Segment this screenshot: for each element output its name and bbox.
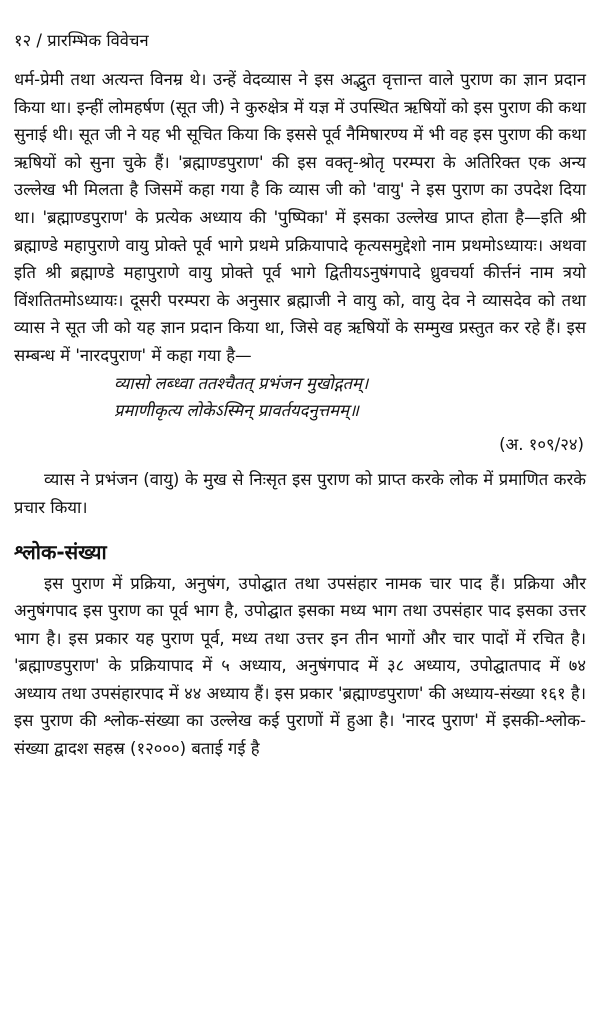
paragraph-continued: धर्म-प्रेमी तथा अत्यन्त विनम्र थे। उन्हें वेदव्यास ने इस अद्भुत वृत्तान्त वाले पुराण का ज्ञान प्रदान किया था। इन्हीं लोमहर्षण (सूत जी) ने कुरुक्षेत्र में यज्ञ में उपस्थित ऋषियों को इस पुराण की कथा सुनाई थी। सूत जी ने यह भी सूचित किया कि इससे पूर्व नैमिषारण्य में भी वह इस पुराण की कथा ऋषियों को सुना चुके हैं। 'ब्रह्माण्डपुराण' की इस वक्तृ-श्रोतृ परम्परा के अतिरिक्त एक अन्य उल्लेख भी मिलता है जिसमें कहा गया है कि व्यास जी को 'वायु' ने इस पुराण का उपदेश दिया था। 'ब्रह्माण्डपुराण' के प्रत्येक अध्याय की 'पुष्पिका' में इसका उल्लेख प्राप्त होता है—इति श्री ब्रह्माण्डे महापुराणे वायु प्रोक्ते पूर्व भागे प्रथमे प्रक्रियापादे कृत्यसमुद्देशो नाम प्रथमोऽध्यायः। अथवा इति श्री ब्रह्माण्डे महापुराणे वायु प्रोक्ते पूर्व भागे द्वितीयऽनुषंगपादे ध्रुवचर्या कीर्त्तनं नाम त्रयो विंशतितमोऽध्यायः। दूसरी परम्परा के अनुसार ब्रह्माजी ने वायु को, वायु देव ने व्यासदेव को तथा व्यास ने सूत जी को यह ज्ञान प्रदान किया था, जिसे वह ऋषियों के सम्मुख प्रस्तुत कर रहे हैं। इस सम्बन्ध में 'नारदपुराण' में कहा गया है— [14, 70, 586, 365]
verse-block [14, 370, 586, 425]
section-heading: श्लोक-संख्या [14, 539, 107, 564]
paragraph-translation: व्यास ने प्रभंजन (वायु) के मुख से निःसृत इस पुराण को प्राप्त करके लोक में प्रमाणित करके प्रचार किया। [14, 470, 586, 517]
verse-reference: (अ. १०९/२४) [499, 434, 584, 454]
running-head: १२ / प्रारम्भिक विवेचन [14, 31, 149, 50]
verse-line: व्यासो लब्ध्वा ततश्चैतत् प्रभंजन मुखोद्गतम्। [114, 373, 369, 393]
verse-line: प्रमाणीकृत्य लोकेऽस्मिन् प्रावर्तयदनुत्तमम्॥ [114, 401, 359, 421]
paragraph-shloka-count: इस पुराण में प्रक्रिया, अनुषंग, उपोद्घात तथा उपसंहार नामक चार पाद हैं। प्रक्रिया और अनुषंगपाद इस पुराण का पूर्व भाग है, उपोद्घात इसका मध्य भाग तथा उपसंहार पाद इसका उत्तर भाग है। इस प्रकार यह पुराण पूर्व, मध्य तथा उत्तर इन तीन भागों और चार पादों में रचित है। 'ब्रह्माण्डपुराण' के प्रक्रियापाद में ५ अध्याय, अनुषंगपाद में ३८ अध्याय, उपोद्घातपाद में ७४ अध्याय तथा उपसंहारपाद में ४४ अध्याय हैं। इस प्रकार 'ब्रह्माण्डपुराण' की अध्याय-संख्या १६१ है। इस पुराण की श्लोक-संख्या का उल्लेख कई पुराणों में हुआ है। 'नारद पुराण' में इसकी-श्लोक-संख्या द्वादश सहस्र (१२०००) बताई गई है [14, 573, 586, 759]
